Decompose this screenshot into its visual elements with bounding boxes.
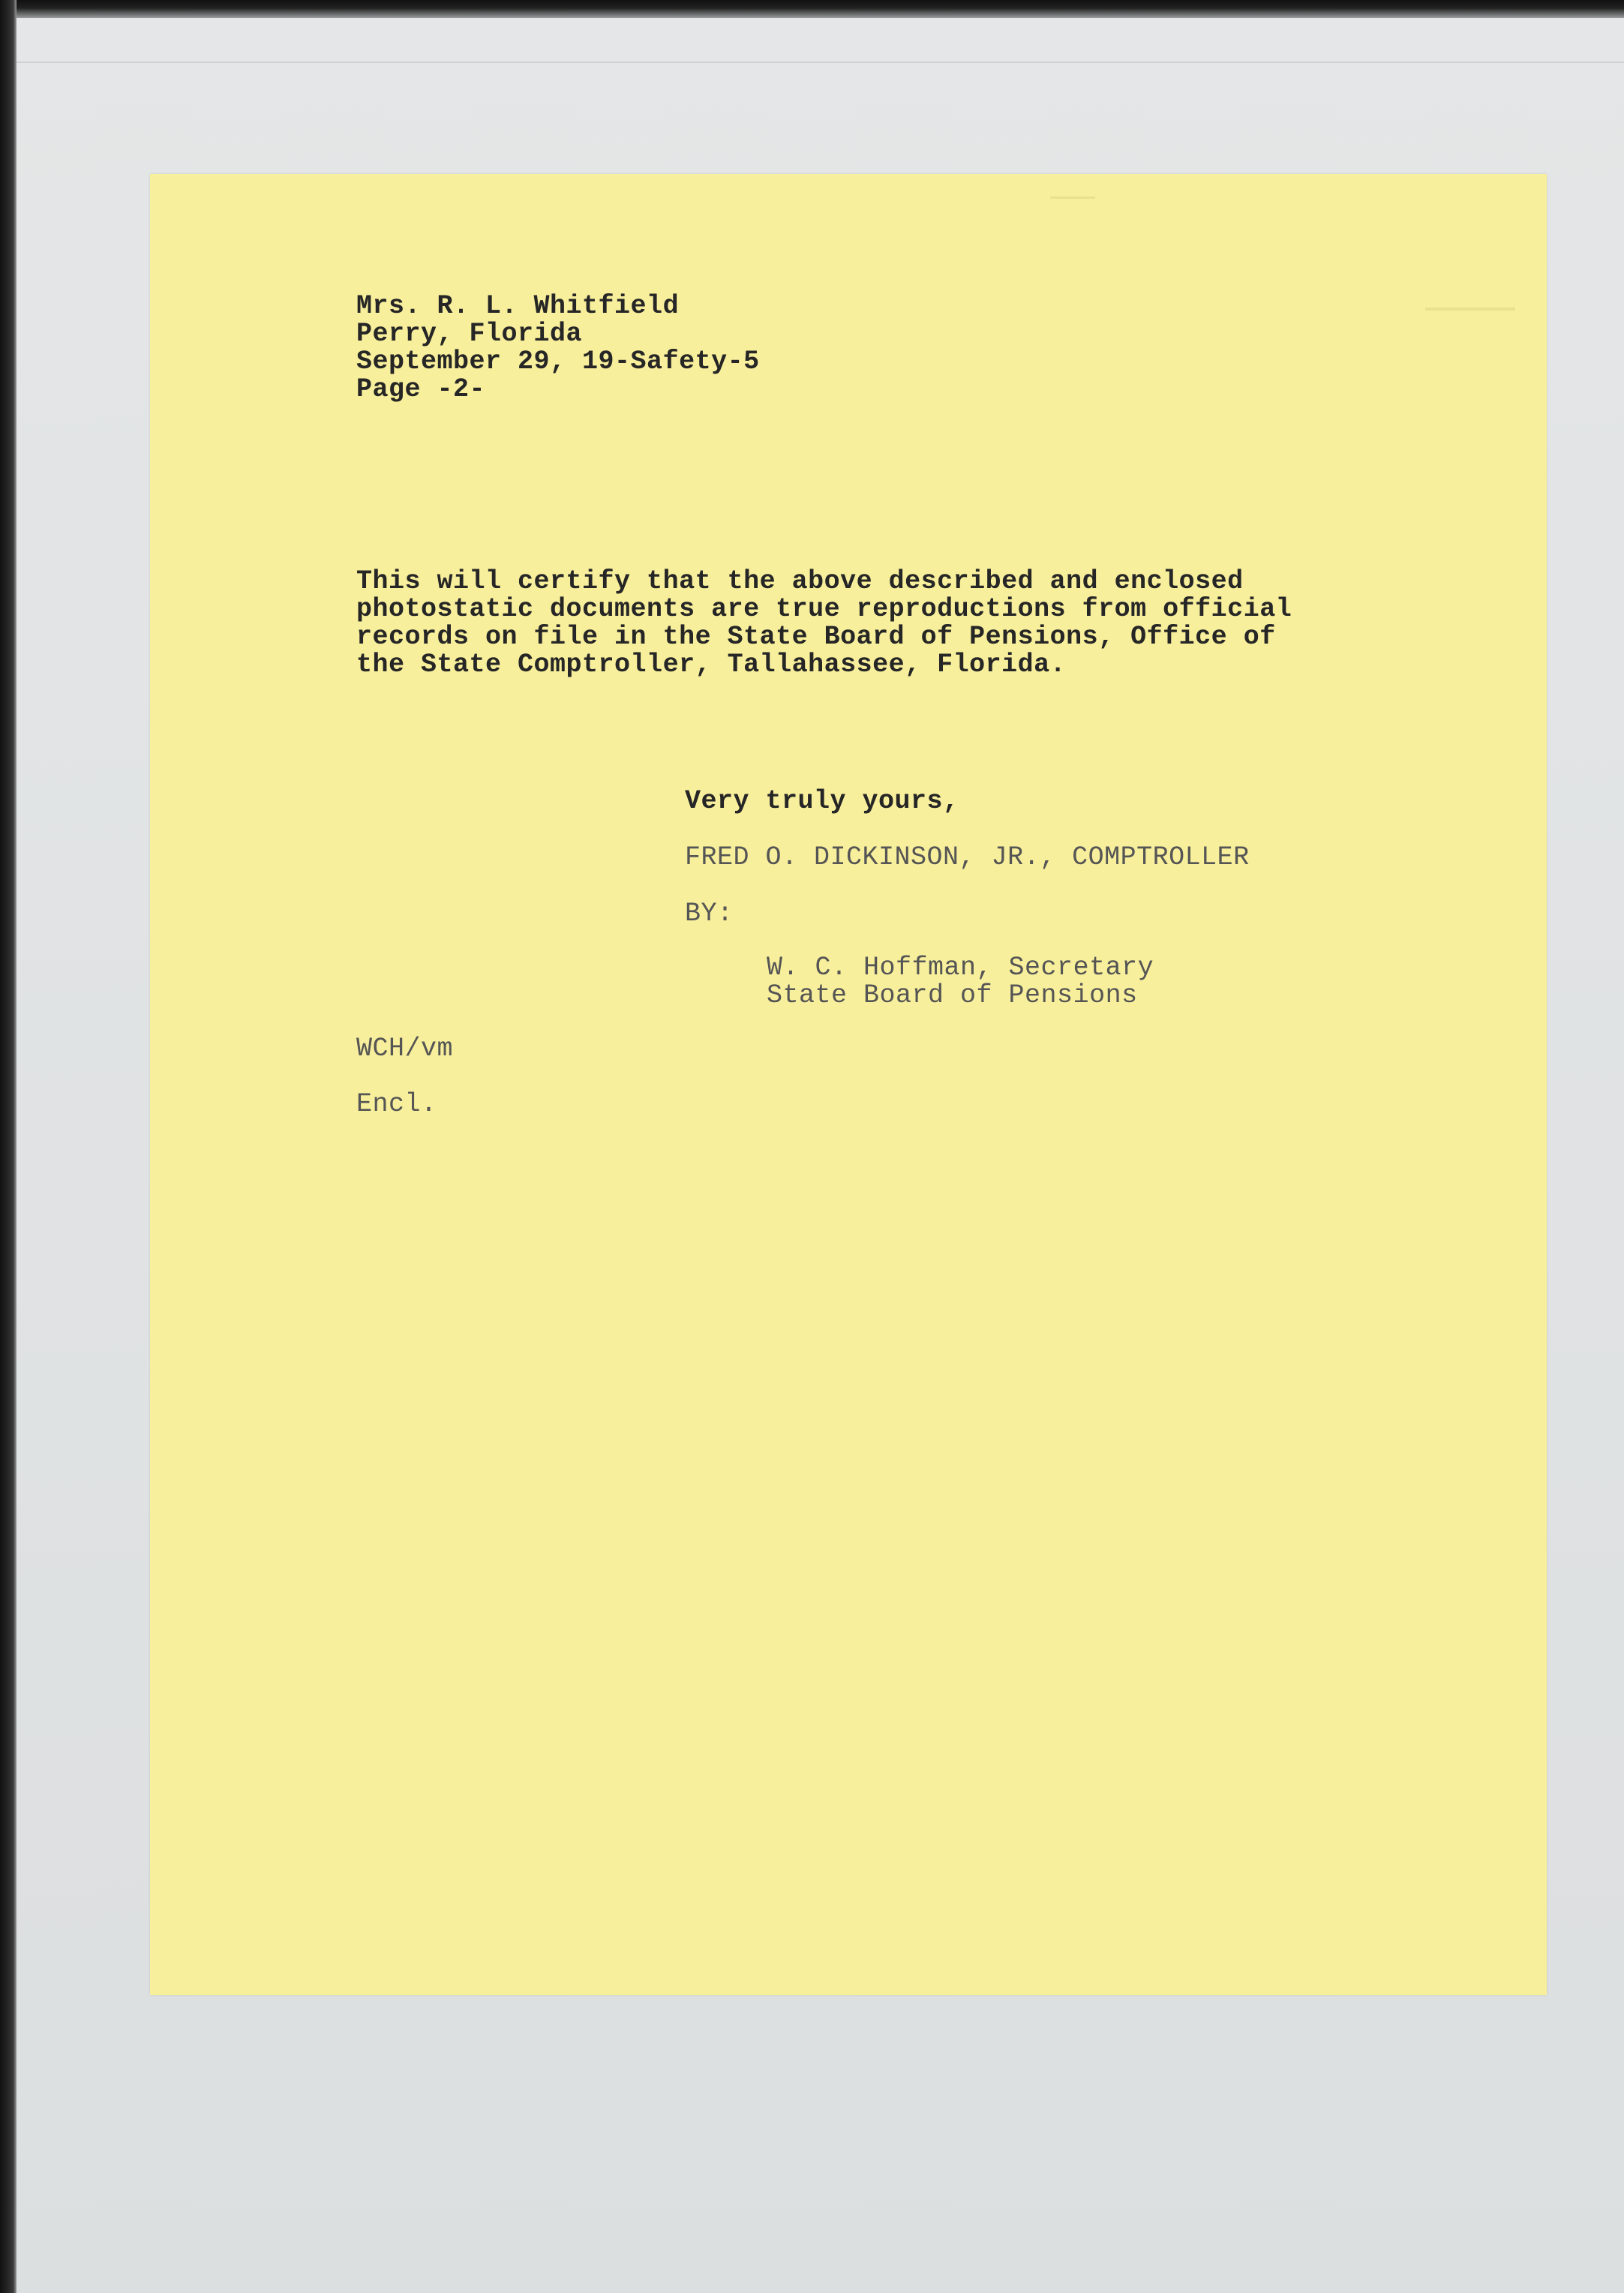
recipient-header (356, 293, 760, 404)
scan-top-edge (0, 0, 1624, 18)
scan-left-edge (0, 0, 17, 2293)
scan-top-line (17, 62, 1624, 63)
signature-block (767, 954, 1154, 1010)
paper-mark (1050, 197, 1095, 199)
body-line-4: the State Comptroller, Tallahassee, Florida. (356, 650, 1067, 680)
body-line-2: photostatic documents are true reproductions from official (356, 594, 1292, 624)
recipient-name: Mrs. R. L. Whitfield (356, 291, 680, 321)
signer-department: State Board of Pensions (767, 980, 1138, 1010)
recipient-location: Perry, Florida (356, 319, 583, 349)
body-line-1: This will certify that the above described and enclosed (356, 566, 1244, 596)
enclosure-note: Encl. (356, 1089, 437, 1119)
page-number: Page -2- (356, 374, 486, 404)
body-line-3: records on file in the State Board of Pensions, Office of (356, 622, 1276, 652)
certification-body (356, 568, 1292, 679)
letter-page (150, 174, 1547, 1995)
by-label: BY: (685, 899, 734, 929)
letter-date: September 29, 19-Safety-5 (356, 347, 760, 377)
signer-name-title: W. C. Hoffman, Secretary (767, 953, 1154, 983)
sender-organization: FRED O. DICKINSON, JR., COMPTROLLER (685, 842, 1250, 872)
paper-mark (1425, 308, 1515, 311)
closing: Very truly yours, (685, 786, 959, 816)
typist-initials: WCH/vm (356, 1034, 454, 1064)
